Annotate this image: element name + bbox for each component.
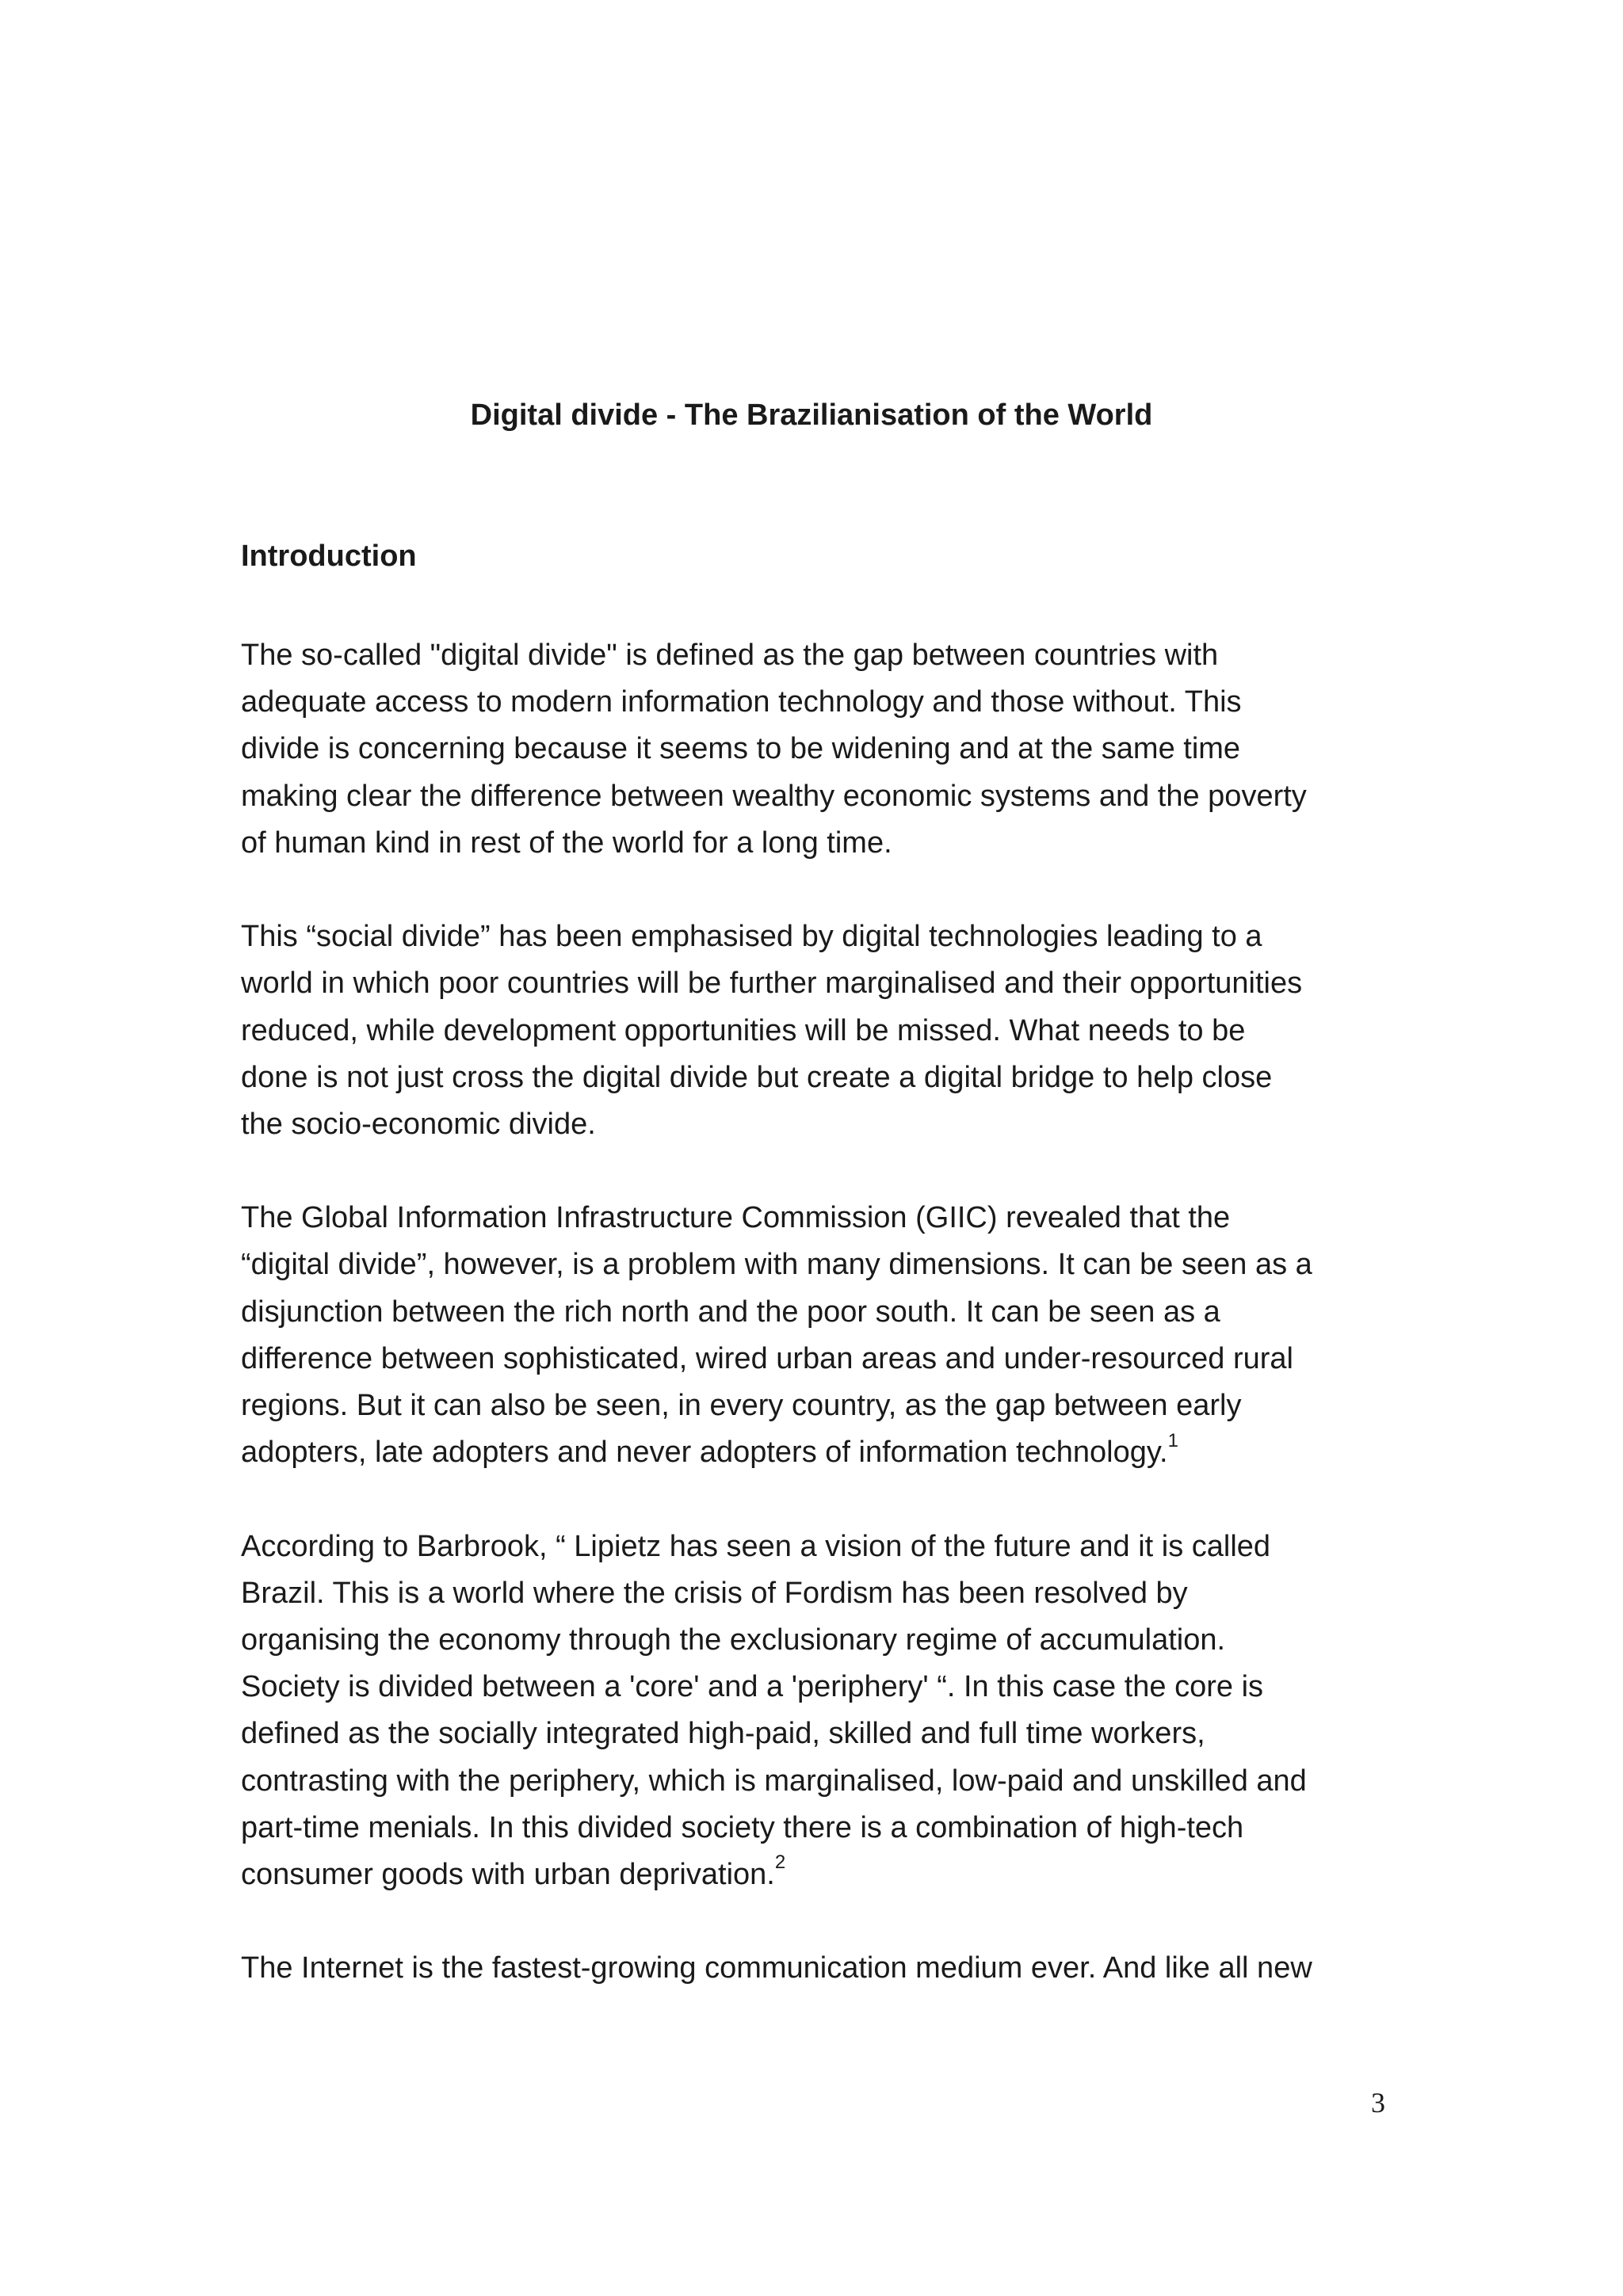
text-line: difference between sophisticated, wired urban areas and under-resourced rural	[241, 1341, 1293, 1375]
paragraph	[241, 632, 1414, 867]
text-line: disjunction between the rich north and the poor south. It can be seen as a	[241, 1295, 1220, 1329]
paragraph	[241, 1945, 1414, 1992]
text-line: contrasting with the periphery, which is marginalised, low-paid and unskilled and	[241, 1764, 1307, 1798]
document-title: Digital divide - The Brazilianisation of the World	[470, 399, 1153, 432]
paragraph	[241, 1195, 1414, 1476]
paragraph	[241, 913, 1414, 1148]
text-line: The Internet is the fastest-growing communication medium ever. And like all new	[241, 1951, 1312, 1985]
text-line: organising the economy through the exclusionary regime of accumulation.	[241, 1623, 1226, 1657]
text-line: part-time menials. In this divided society there is a combination of high-tech	[241, 1810, 1244, 1844]
text-line: regions. But it can also be seen, in every country, as the gap between early	[241, 1389, 1242, 1422]
text-line: the socio-economic divide.	[241, 1107, 596, 1141]
paragraph-gap	[241, 1148, 1414, 1195]
text-line: adopters, late adopters and never adopters of information technology.$^1$	[241, 1429, 1178, 1470]
body-text	[241, 632, 1414, 1992]
paragraph-gap	[241, 867, 1414, 913]
footnote-ref: 1	[1167, 1429, 1178, 1451]
text-line: “digital divide”, however, is a problem with many dimensions. It can be seen as a	[241, 1248, 1312, 1282]
paragraph	[241, 1524, 1414, 1899]
section-heading: Introduction	[241, 540, 417, 573]
text-line: adequate access to modern information technology and those without. This	[241, 685, 1242, 719]
text-line: Brazil. This is a world where the crisis of Fordism has been resolved by	[241, 1576, 1188, 1610]
text-line: The Global Information Infrastructure Commission (GIIC) revealed that the	[241, 1201, 1231, 1235]
text-line: world in which poor countries will be further marginalised and their opportunities	[241, 967, 1303, 1001]
text-line: making clear the difference between wealthy economic systems and the poverty	[241, 779, 1307, 813]
text-line: divide is concerning because it seems to be widening and at the same time	[241, 732, 1241, 766]
text-line: reduced, while development opportunities will be missed. What needs to be	[241, 1013, 1246, 1047]
text-line: Society is divided between a 'core' and a 'periphery' “. In this case the core is	[241, 1670, 1264, 1704]
footnote-ref: 2	[774, 1852, 786, 1874]
text-line: This “social divide” has been emphasised by digital technologies leading to a	[241, 920, 1262, 954]
paragraph-gap	[241, 1898, 1414, 1945]
text-line: of human kind in rest of the world for a long time.	[241, 826, 892, 860]
text-line: defined as the socially integrated high-paid, skilled and full time workers,	[241, 1717, 1205, 1751]
page-number: 3	[1371, 2087, 1385, 2119]
text-line: consumer goods with urban deprivation.$^2$	[241, 1852, 786, 1891]
text-line: The so-called "digital divide" is defined as the gap between countries with	[241, 639, 1219, 672]
text-line: According to Barbrook, “ Lipietz has seen a vision of the future and it is called	[241, 1529, 1271, 1563]
text-line: done is not just cross the digital divide but create a digital bridge to help close	[241, 1060, 1273, 1094]
paragraph-gap	[241, 1476, 1414, 1523]
